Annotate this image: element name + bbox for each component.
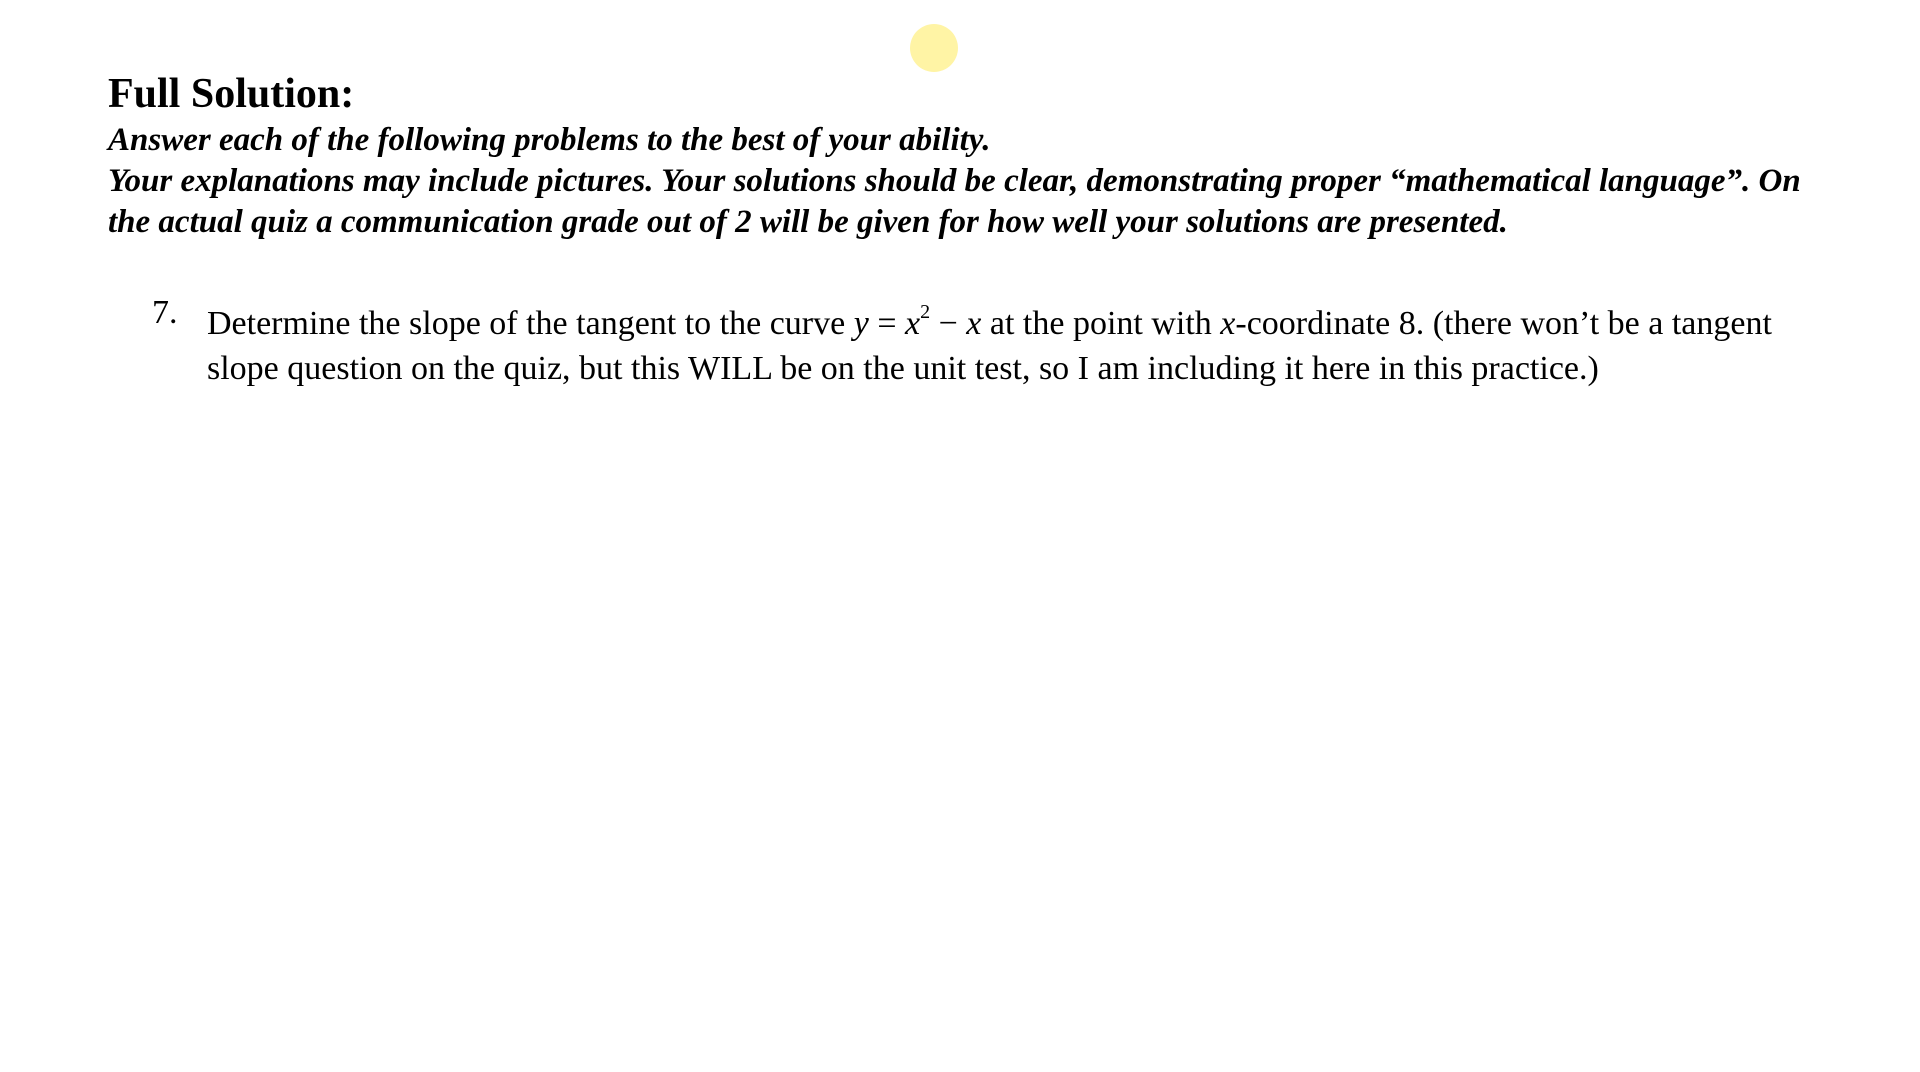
question-text-before: Determine the slope of the tangent to the curve <box>207 305 854 342</box>
equation-minus: − <box>930 305 967 342</box>
instructions-line-2: Your explanations may include pictures. Your solutions should be clear, demonstrating proper “mathematical language”. On the actual quiz a communication grade out of 2 will be given for how well your solutions are presented. <box>108 163 1801 240</box>
question-text-middle: at the point with <box>981 305 1221 342</box>
instructions-line-1: Answer each of the following problems to the best of your ability. <box>108 122 991 158</box>
equation-base: x <box>905 305 921 342</box>
question-number: 7. <box>152 294 178 331</box>
equation-equals: = <box>868 305 905 342</box>
question-variable: x <box>1220 305 1236 342</box>
page-title: Full Solution: <box>108 71 355 117</box>
question-text-end: -coordinate 8. (there won’t be a tangent slope question on the quiz, but this WILL be on the unit test, so I am including it here in this practice.) <box>207 305 1772 387</box>
equation-lhs: y <box>853 305 869 342</box>
cursor-highlight <box>910 24 958 72</box>
instructions <box>108 120 1828 243</box>
equation-exponent: 2 <box>920 301 931 323</box>
question-text <box>207 290 1807 391</box>
equation-term: x <box>966 305 982 342</box>
equation <box>853 301 982 342</box>
